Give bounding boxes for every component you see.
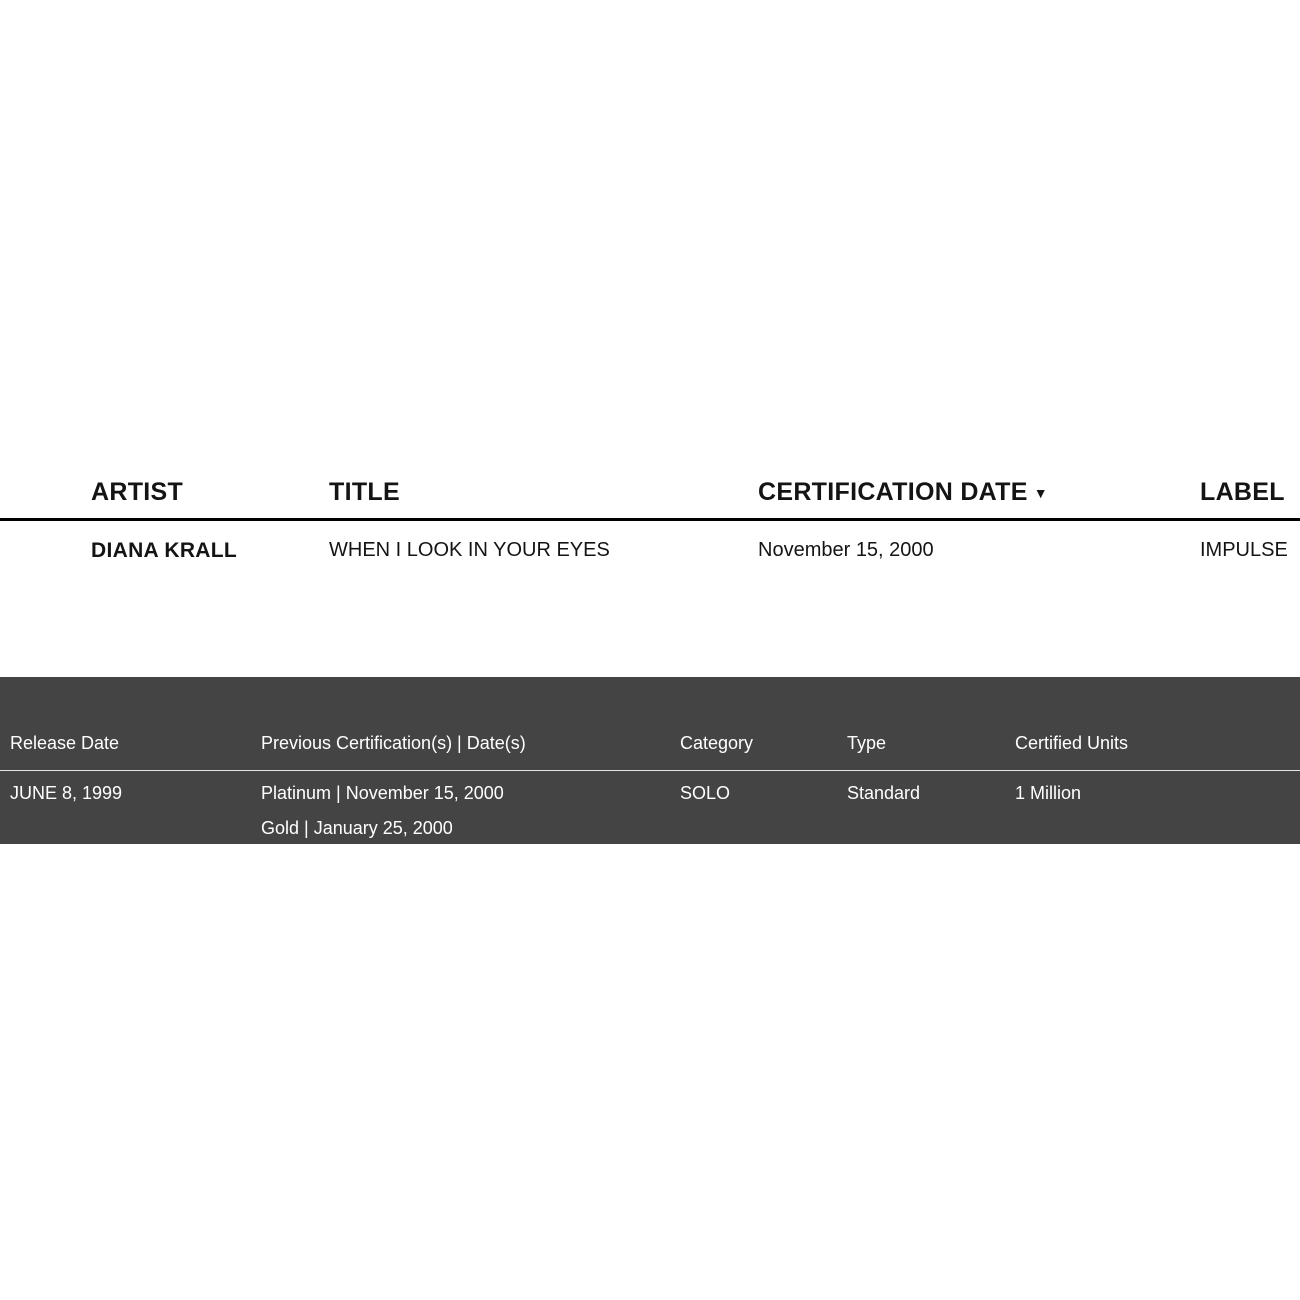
table-header [0, 466, 1300, 521]
row-artist: DIANA KRALL [91, 539, 238, 562]
details-header [0, 677, 1300, 771]
details-header-release-date: Release Date [10, 733, 120, 753]
details-certified-units: 1 Million [1015, 783, 1082, 803]
details-header-category: Category [680, 733, 754, 753]
row-title: WHEN I LOOK IN YOUR EYES [329, 539, 610, 561]
column-header-certification-date-label: CERTIFICATION DATE [758, 478, 1028, 506]
column-header-label[interactable]: LABEL [1200, 478, 1285, 506]
details-category: SOLO [680, 783, 731, 803]
details-header-previous-certifications: Previous Certification(s) | Date(s) [261, 733, 526, 753]
sort-descending-icon[interactable]: ▼ [1033, 485, 1048, 501]
row-label: IMPULSE [1200, 539, 1288, 561]
column-header-artist[interactable]: ARTIST [91, 478, 184, 506]
details-header-certified-units: Certified Units [1015, 733, 1129, 753]
details-previous-certification-platinum: Platinum | November 15, 2000 [261, 783, 504, 803]
details-header-type: Type [847, 733, 887, 753]
column-header-title[interactable]: TITLE [329, 478, 400, 506]
row-certification-date: November 15, 2000 [758, 539, 934, 561]
table-row[interactable] [0, 521, 1300, 583]
details-previous-certification-gold: Gold | January 25, 2000 [261, 818, 453, 838]
column-header-certification-date[interactable] [758, 478, 1048, 507]
details-release-date: JUNE 8, 1999 [10, 783, 123, 803]
details-type: Standard [847, 783, 921, 803]
row-details-panel [0, 677, 1300, 844]
